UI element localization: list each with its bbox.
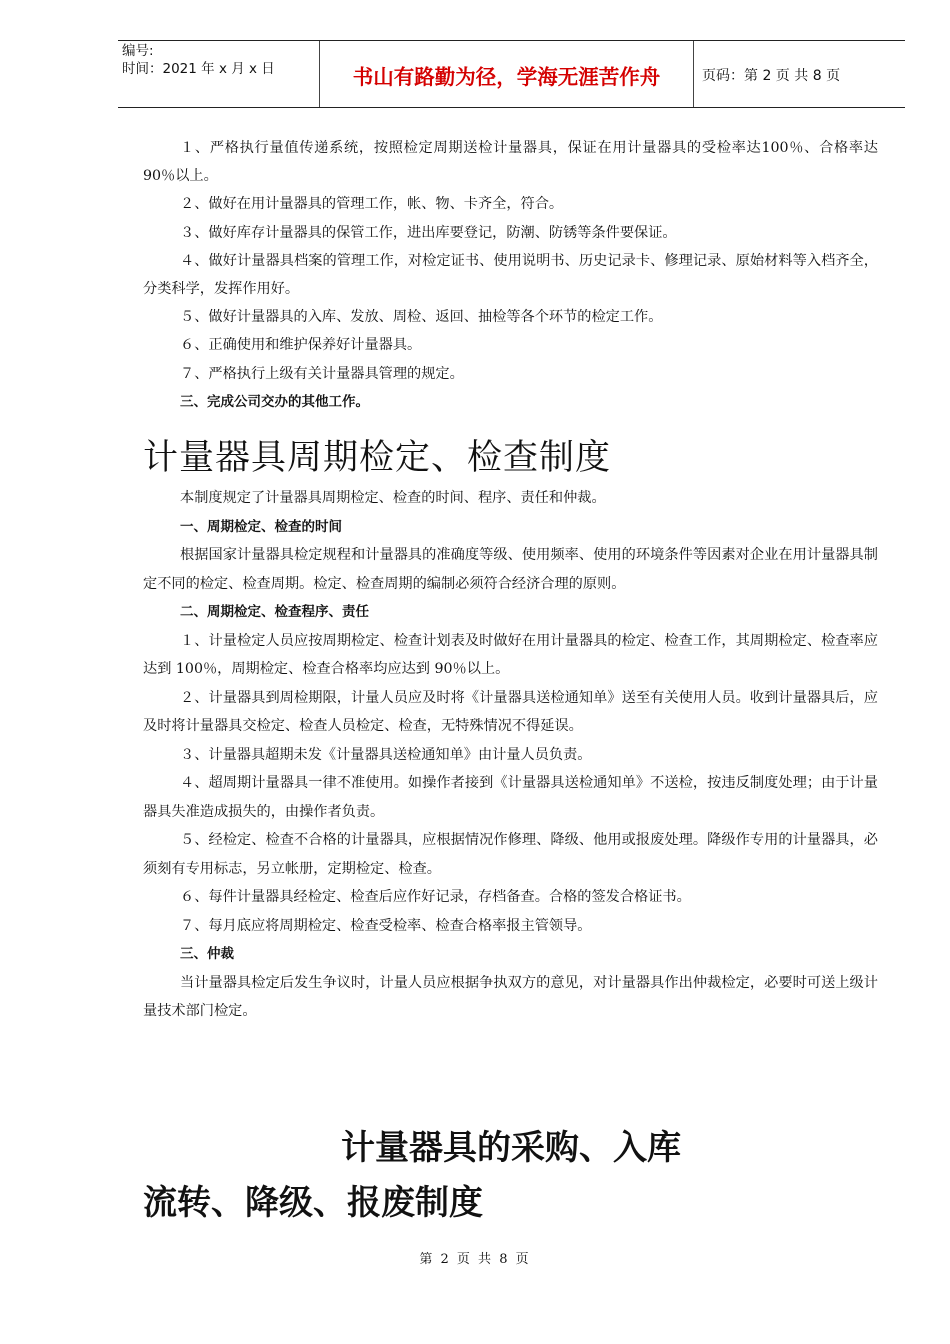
header-page-number: 页码：第 2 页 共 8 页 — [702, 68, 841, 84]
list-item: ５、经检定、检查不合格的计量器具，应根据情况作修理、降级、他用或报废处理。降级作专用的计量器具，必须刻有专用标志，另立帐册，定期检定、检查。 — [143, 832, 878, 877]
list-item: ３、计量器具超期未发《计量器具送检通知单》由计量人员负责。 — [180, 746, 592, 763]
subsection-heading: 二、周期检定、检查程序、责任 — [180, 604, 369, 621]
paragraph: ７、严格执行上级有关计量器具管理的规定。 — [180, 365, 464, 382]
subsection-heading: 一、周期检定、检查的时间 — [180, 518, 342, 535]
document-body — [143, 134, 878, 1026]
paragraph: １、严格执行量值传递系统，按照检定周期送检计量器具，保证在用计量器具的受检率达100％、合格率达 90％以上。 — [143, 140, 878, 185]
document-time-label: 时间：2021 年 x 月 x 日 — [122, 61, 275, 77]
list-item: １、计量检定人员应按周期检定、检查计划表及时做好在用计量器具的检定、检查工作，其周期检定、检查率应达到 100％，周期检定、检查合格率均应达到 90％以上。 — [143, 632, 878, 678]
list-item: ４、超周期计量器具一律不准使用。如操作者接到《计量器具送检通知单》不送检，按违反制度处理；由于计量器具失准造成损失的，由操作者负责。 — [143, 775, 878, 820]
subsection-heading: 三、仲裁 — [180, 946, 234, 963]
header-meta — [118, 41, 320, 107]
paragraph: ２、做好在用计量器具的管理工作，帐、物、卡齐全，符合。 — [180, 196, 564, 213]
paragraph: ４、做好计量器具档案的管理工作，对检定证书、使用说明书、历史记录卡、修理记录、原始材料等入档齐全，分类科学，发挥作用好。 — [143, 252, 878, 298]
paragraph: 根据国家计量器具检定规程和计量器具的准确度等级、使用频率、使用的环境条件等因素对企业在用计量器具制定不同的检定、检查周期。检定、检查周期的编制必须符合经济合理的原则。 — [143, 547, 878, 592]
page-footer: 第 2 页 共 8 页 — [419, 1252, 531, 1267]
list-item: ６、每件计量器具经检定、检查后应作好记录，存档备查。合格的签发合格证书。 — [180, 889, 691, 906]
next-section-title-line2: 流转、降级、报废制度 — [143, 1183, 483, 1223]
paragraph: ３、做好库存计量器具的保管工作，进出库要登记，防潮、防锈等条件要保证。 — [180, 224, 677, 241]
list-item: ２、计量器具到周检期限，计量人员应及时将《计量器具送检通知单》送至有关使用人员。收到计量器具后，应及时将计量器具交检定、检查人员检定、检查，无特殊情况不得延误。 — [143, 689, 878, 735]
document-number-label: 编号: — [122, 43, 154, 59]
paragraph: ５、做好计量器具的入库、发放、周检、返回、抽检等各个环节的检定工作。 — [180, 309, 663, 326]
list-item: ７、每月底应将周期检定、检查受检率、检查合格率报主管领导。 — [180, 917, 592, 934]
next-section-title-line1: 计量器具的采购、入库 — [341, 1128, 681, 1168]
section-intro: 本制度规定了计量器具周期检定、检查的时间、程序、责任和仲裁。 — [180, 490, 606, 507]
section-title: 计量器具周期检定、检查制度 — [143, 438, 612, 479]
paragraph: 当计量器具检定后发生争议时，计量人员应根据争执双方的意见，对计量器具作出仲裁检定，必要时可送上级计量技术部门检定。 — [143, 974, 878, 1020]
section-item-heading: 三、完成公司交办的其他工作。 — [180, 393, 369, 410]
paragraph: ６、正确使用和维护保养好计量器具。 — [180, 337, 422, 354]
page-header — [118, 40, 905, 108]
header-slogan: 书山有路勤为径，学海无涯苦作舟 — [320, 41, 694, 107]
